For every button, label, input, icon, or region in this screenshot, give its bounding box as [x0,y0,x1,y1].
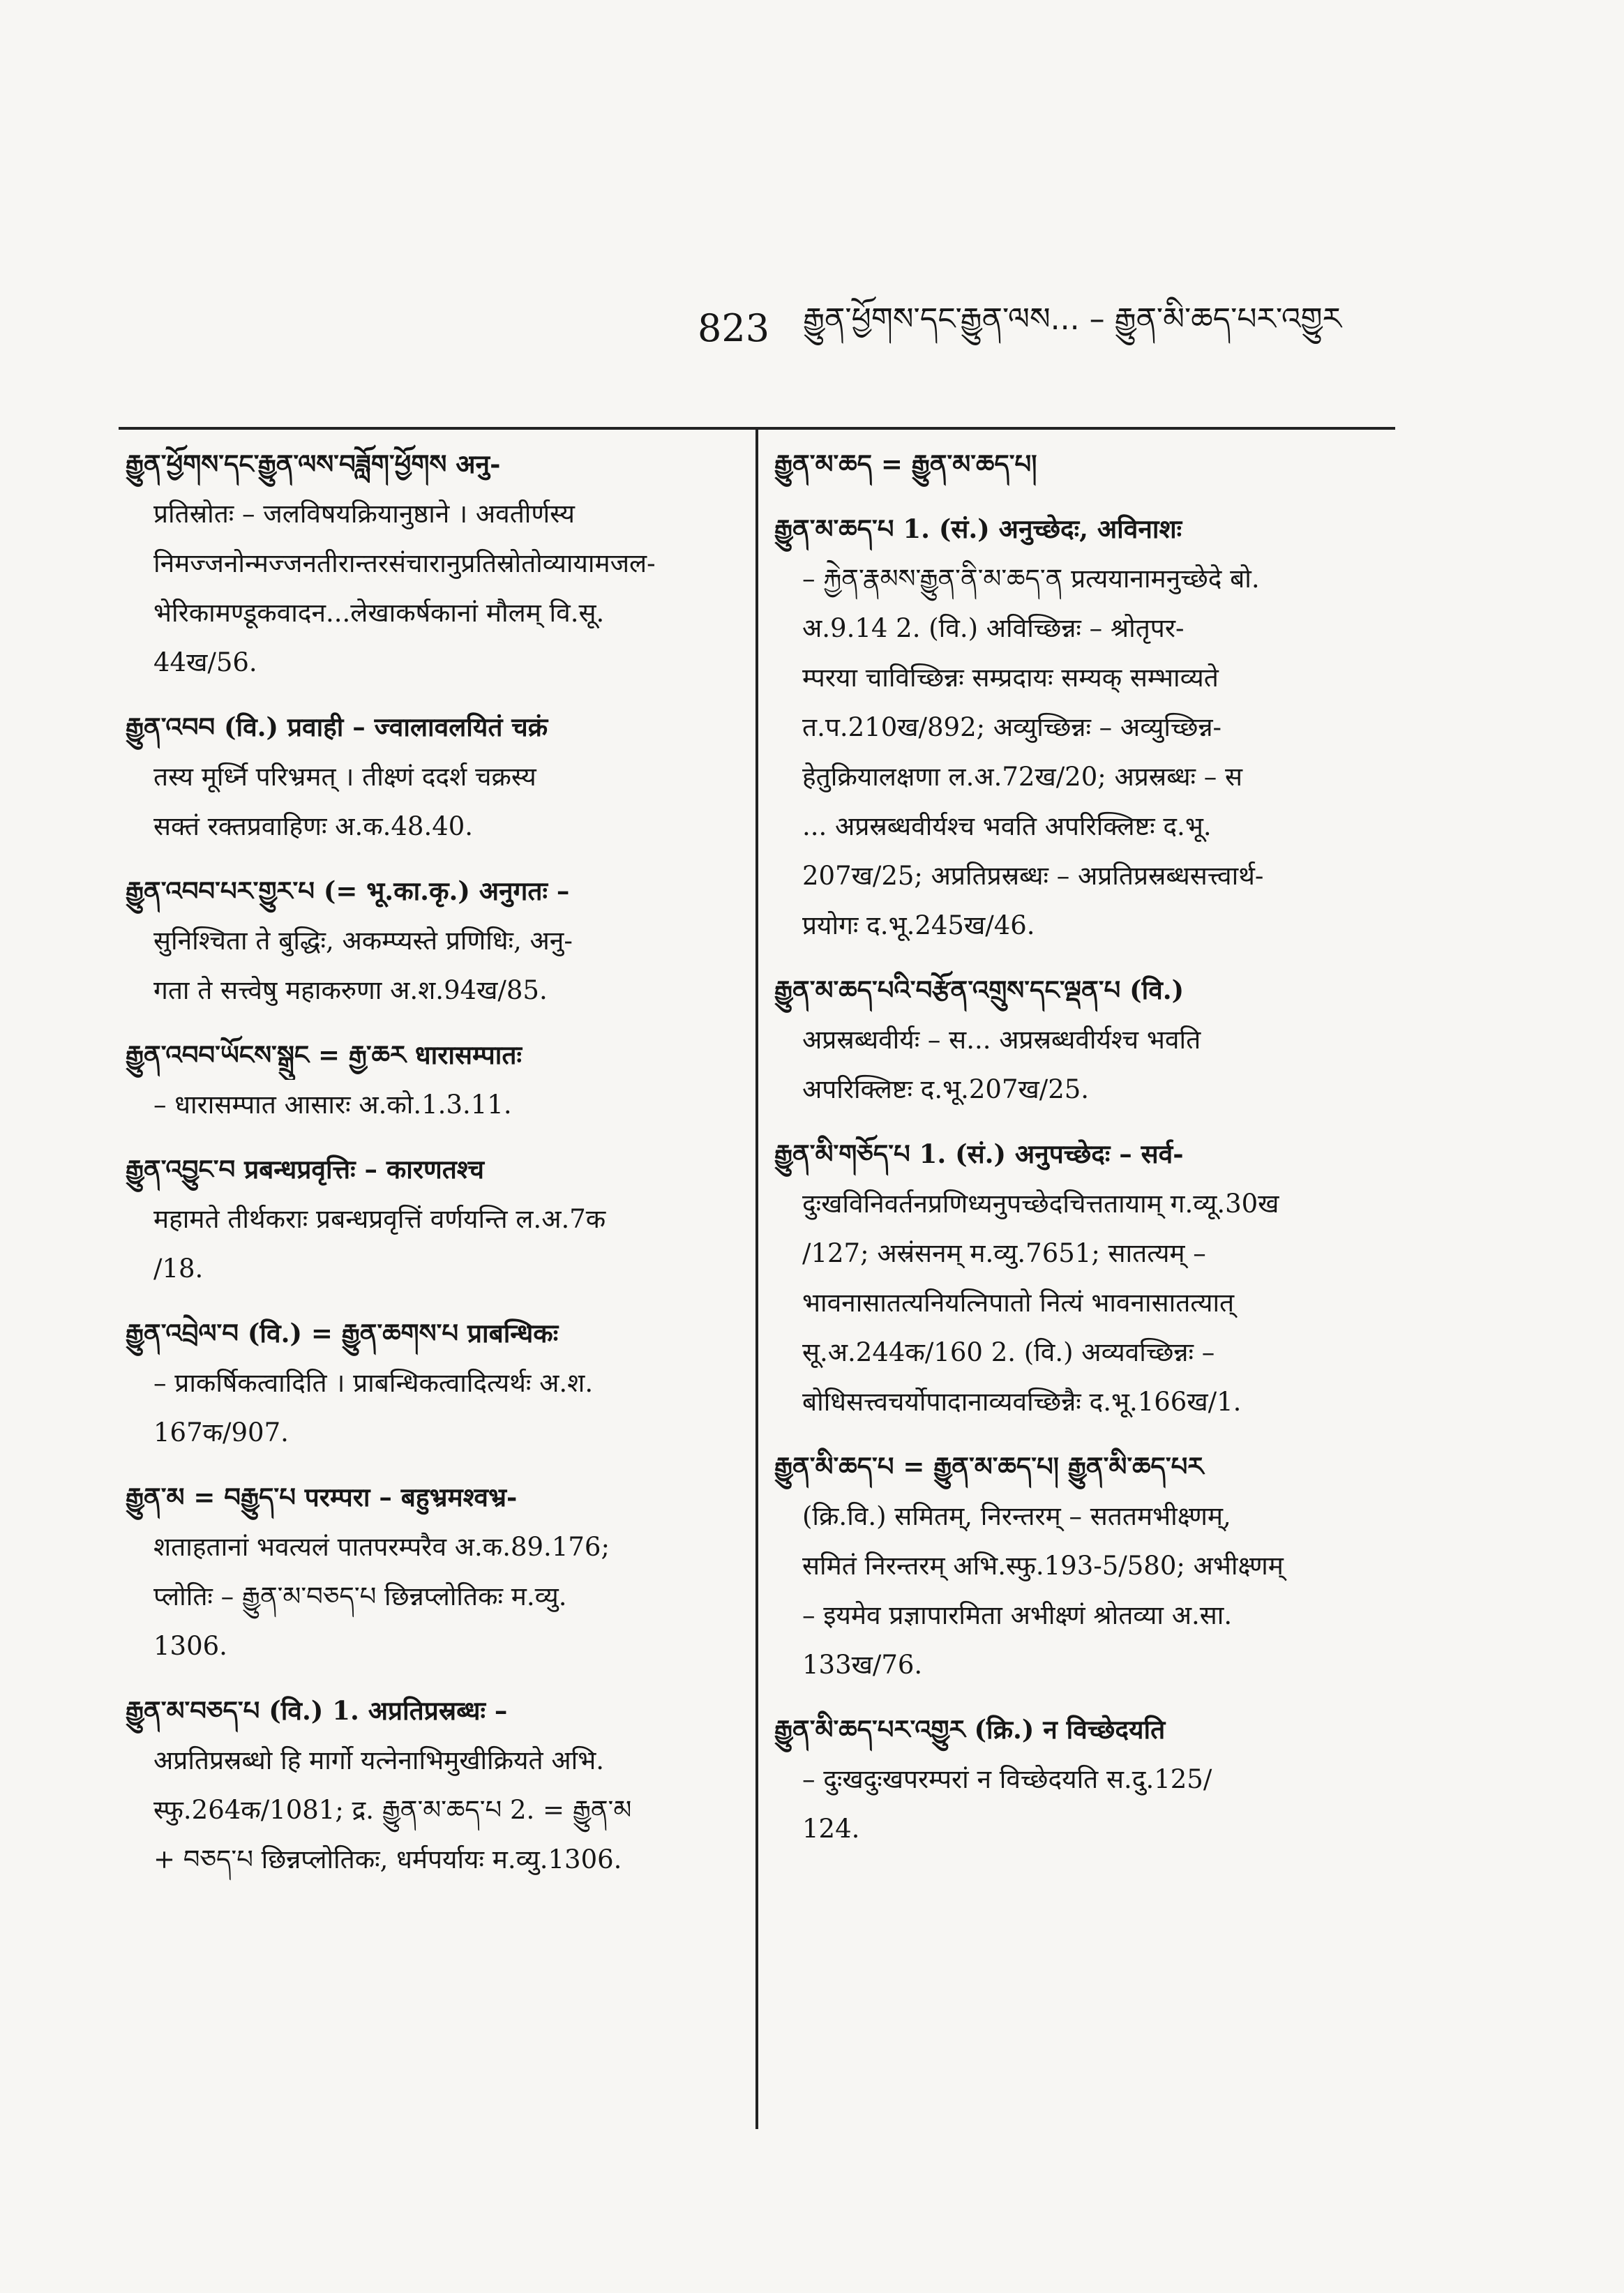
entry-text-line: म्परया चाविच्छिन्नः सम्प्रदायः सम्यक् सम्भाव्यते [802,663,1219,693]
entry-text-line: 44ख/56. [153,647,257,677]
running-header [698,300,1402,356]
dictionary-entry [774,504,1374,950]
entry-text-line: हेतुक्रियालक्षणा ल.अ.72ख/20; अप्रस्रब्धः – स [802,762,1243,792]
entry-headword-line: རྒྱུན་མ་ཆད་པ 1. (सं.) अनुच्छेदः, अविनाशः [774,513,1182,544]
column-divider [755,427,758,2129]
dictionary-entry [126,1473,725,1671]
entry-text-line: भेरिकामण्डूकवादन...लेखाकर्षकानां मौलम् वि.सू. [153,598,605,628]
entry-headword-line: རྒྱུན་འབབ (वि.) प्रवाही – ज्वालावलयितं चक्रं [126,712,548,742]
entry-headword-line: རྒྱུན་འབྱུང་བ प्रबन्धप्रवृत्तिः – कारणतश्च [126,1154,485,1185]
entry-text-line: समितं निरन्तरम् अभि.स्फु.193-5/580; अभीक्ष्णम् [802,1551,1284,1581]
dictionary-entry [774,1705,1374,1854]
dictionary-entry [126,702,725,851]
entry-text-line: प्रयोगः द.भू.245ख/46. [802,910,1035,940]
entry-text-line: सक्तं रक्तप्रवाहिणः अ.क.48.40. [153,811,474,841]
dictionary-entry [126,1686,725,1884]
entry-headword-line: རྒྱུན་མི་གཅོད་པ 1. (सं.) अनुपच्छेदः – सर्व- [774,1138,1184,1169]
entry-text-line: 1306. [153,1631,227,1661]
entry-headword-line: རྒྱུན་འབབ་ཡོངས་སྒྲུང = རྒྱ་ཆར धारासम्पातः [126,1039,522,1070]
entry-text-line: – दुःखदुःखपरम्परां न विच्छेदयति स.दु.125/ [802,1764,1212,1794]
entry-headword-line: རྒྱུན་ཕྱོགས་དང་རྒྱུན་ལས་བཟློག་ཕྱོགས अनु- [126,449,501,479]
entry-text-line: गता ते सत्त्वेषु महाकरुणा अ.श.94ख/85. [153,975,548,1005]
entry-text-line: महामते तीर्थकराः प्रबन्धप्रवृत्तिं वर्णयन्ति ल.अ.7क [153,1204,606,1234]
entry-text-line: अप्रतिप्रस्रब्धो हि मार्गो यत्नेनाभिमुखीक्रियते अभि. [153,1745,604,1775]
entry-text-line: सुनिश्चिता ते बुद्धिः, अकम्प्यस्ते प्रणिधिः, अनु- [153,926,573,956]
entry-text-line: स्फु.264क/1081; द्र. རྒྱུན་མ་ཆད་པ 2. = རྒྱུན་མ [153,1795,632,1825]
entry-text-line: ... अप्रस्रब्धवीर्यश्च भवति अपरिक्लिष्टः द.भू. [802,811,1212,841]
entry-headword-line: རྒྱུན་མ་ཆད = རྒྱུན་མ་ཆད་པ། [774,449,1037,479]
entry-text-line: 133ख/76. [802,1650,923,1680]
entry-text-line: भावनासातत्यनियत्निपातो नित्यं भावनासातत्यात् [802,1288,1235,1318]
entry-headword-line: རྒྱུན་མ་བཅད་པ (वि.) 1. अप्रतिप्रस्रब्धः – [126,1695,508,1726]
dictionary-entry [774,965,1374,1114]
entry-text-line: दुःखविनिवर्तनप्रणिध्यनुपच्छेदचित्ततायाम् ग.व्यू.30ख [802,1189,1279,1219]
page-number: 823 [698,306,770,350]
entry-text-line: 167क/907. [153,1418,289,1448]
entry-text-line: बोधिसत्त्वचर्योपादानाव्यवच्छिन्नैः द.भू.166ख/1. [802,1387,1242,1417]
entry-text-line: + བཅད་པ छिन्नप्लोतिकः, धर्मपर्यायः म.व्यु.1306. [153,1844,622,1874]
right-column [774,439,1374,1869]
dictionary-entry [126,1145,725,1293]
entry-headword-line: རྒྱུན་མི་ཆད་པ = རྒྱུན་མ་ཆད་པ། རྒྱུན་མི་ཆད་པར [774,1451,1204,1482]
entry-headword-line: རྒྱུན་མི་ཆད་པར་འགྱུར (क्रि.) न विच्छेदयति [774,1714,1166,1745]
dictionary-entry [126,439,725,687]
entry-text-line: 124. [802,1814,860,1844]
entry-text-line: (क्रि.वि.) समितम्, निरन्तरम् – सततमभीक्ष्णम्, [802,1501,1231,1531]
entry-text-line: /127; अस्रंसनम् म.व्यु.7651; सातत्यम् – [802,1238,1206,1268]
left-column [126,439,725,1900]
dictionary-entry [126,1030,725,1129]
entry-text-line: /18. [153,1254,204,1284]
entry-text-line: – རྐྱེན་རྣམས་རྒྱུན་ནི་མ་ཆད་ན प्रत्ययानामनुच्छेदे बो. [802,564,1260,594]
entry-text-line: अप्रस्रब्धवीर्यः – स... अप्रस्रब्धवीर्यश्च भवति [802,1025,1201,1055]
entry-text-line: – इयमेव प्रज्ञापारमिता अभीक्ष्णं श्रोतव्या अ.सा. [802,1600,1233,1630]
dictionary-entry [126,866,725,1015]
entry-headword-line: རྒྱུན་འབབ་པར་གྱུར་པ (= भू.का.कृ.) अनुगतः – [126,875,570,906]
entry-text-line: – धारासम्पात आसारः अ.को.1.3.11. [153,1090,512,1120]
dictionary-entry [126,1309,725,1457]
entry-text-line: अ.9.14 2. (वि.) अविच्छिन्नः – श्रोतृपर- [802,613,1185,643]
entry-text-line: 207ख/25; अप्रतिप्रस्रब्धः – अप्रतिप्रस्रब्धसत्त्वार्थ- [802,861,1264,891]
entry-text-line: त.प.210ख/892; अव्युच्छिन्नः – अव्युच्छिन्न- [802,712,1222,742]
entry-headword-line: རྒྱུན་མ་ཆད་པའི་བརྩོན་འགྲུས་དང་ལྡན་པ (वि.) [774,975,1185,1005]
entry-text-line: तस्य मूर्ध्नि परिभ्रमत् । तीक्ष्णं ददर्श चक्रस्य [153,762,536,792]
entry-text-line: शताहतानां भवत्यलं पातपरम्परैव अ.क.89.176; [153,1532,610,1562]
entry-text-line: प्रतिस्रोतः – जलविषयक्रियानुष्ठाने । अवतीर्णस्य [153,499,575,529]
dictionary-entry [774,1442,1374,1690]
entry-text-line: – प्राकर्षिकत्वादिति । प्राबन्धिकत्वादित्यर्थः अ.श. [153,1368,594,1398]
entry-text-line: प्लोतिः – རྒྱུན་མ་བཅད་པ छिन्नप्लोतिकः म.व्यु. [153,1581,567,1611]
entry-text-line: निमज्जनोन्मज्जनतीरान्तरसंचारानुप्रतिस्रोतोव्यायामजल- [153,548,656,578]
entry-headword-line: རྒྱུན་མ = བརྒྱུད་པ परम्परा – बहुभ्रमश्वभ्र- [126,1482,518,1512]
entry-text-line: सू.अ.244क/160 2. (वि.) अव्यवच्छिन्नः – [802,1337,1215,1367]
entry-headword-line: རྒྱུན་འབྲེལ་བ (वि.) = རྒྱུན་ཆགས་པ प्राबन्धिकः [126,1318,559,1348]
entry-text-line: अपरिक्लिष्टः द.भू.207ख/25. [802,1074,1090,1104]
dictionary-entry [774,1129,1374,1427]
header-entry-range: རྒྱུན་ཕྱོགས་དང་རྒྱུན་ལས... – རྒྱུན་མི་ཆད་པར་འགྱུར [803,301,1341,337]
dictionary-entry [774,439,1374,489]
